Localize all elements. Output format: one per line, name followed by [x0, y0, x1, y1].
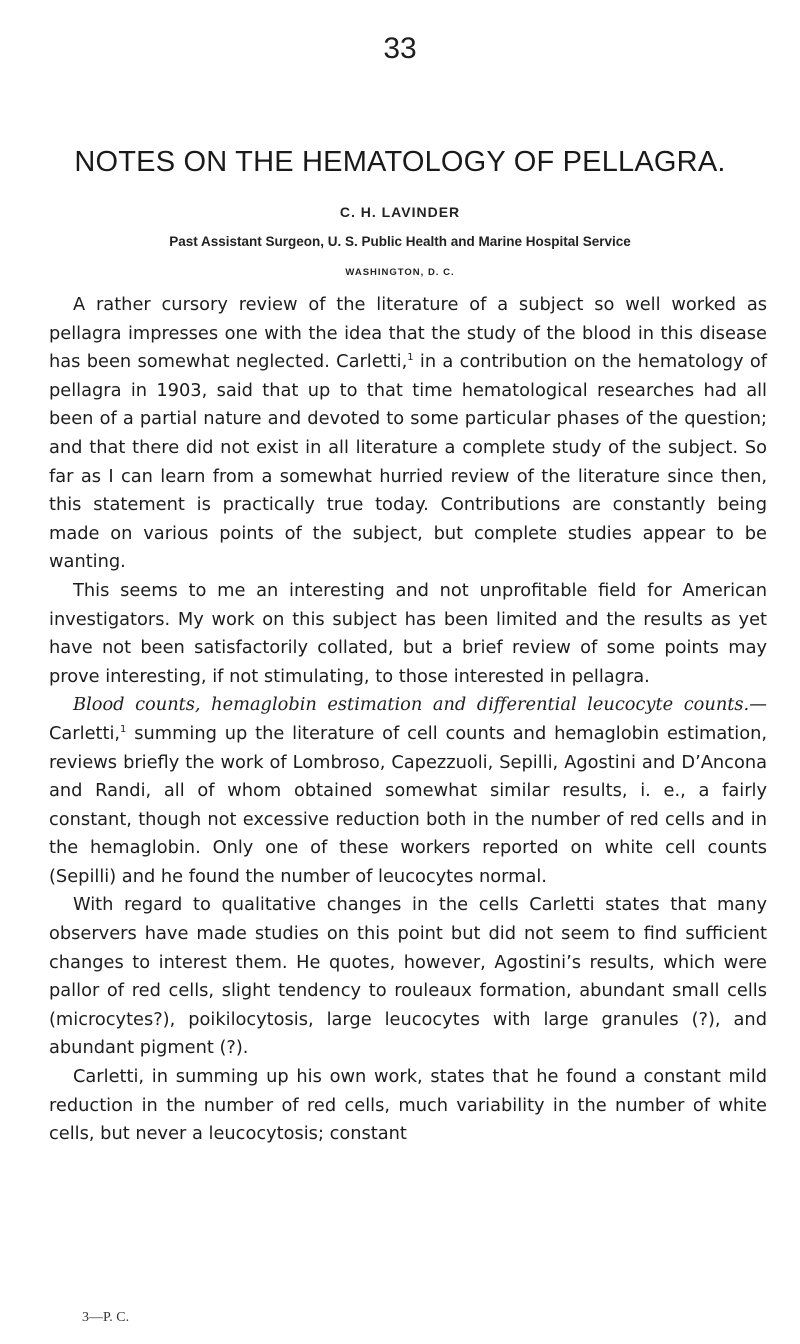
- paragraph-5: Carletti, in summing up his own work, states that he found a constant mild reduction in the number of red cells, much variability in the number of white cells, but never a leucocytosis; constant: [49, 1066, 767, 1145]
- paragraph-3: [49, 691, 767, 891]
- paragraph-1: [49, 291, 767, 577]
- signature-mark: 3—P. C.: [82, 1310, 130, 1325]
- paragraph-1-text-b: in a contribution on the hematology of pellagra in 1903, said that up to that time hematological researches had all been of a partial nature and devoted to some particular phases of the question; and that there did not exist in all literature a complete study of the subject. So far as I can learn from a somewhat hurried review of the literature since then, this statement is practically true today. Contributions are constantly being made on various points of the subject, but complete studies appear to be wanting.: [49, 351, 767, 573]
- article-body: [49, 291, 767, 1149]
- author-affiliation: Past Assistant Surgeon, U. S. Public Health and Marine Hospital Service: [169, 234, 631, 249]
- paragraph-3-text-a: —Carletti,: [49, 694, 767, 744]
- author-name: C. H. LAVINDER: [339, 204, 461, 220]
- footnote-mark: 1: [407, 352, 414, 364]
- author-location: WASHINGTON, D. C.: [345, 267, 455, 278]
- paragraph-3-text-b: summing up the literature of cell counts and hemaglobin estimation, reviews briefly the work of Lombroso, Capezzuoli, Sepilli, Agostini and D’Ancona and Randi, all of whom obtained somewhat similar results, i. e., a fairly constant, though not excessive reduction both in the number of red cells and in the hemaglobin. Only one of these workers reported on white cell counts (Sepilli) and he found the number of leucocytes normal.: [49, 722, 767, 887]
- article-title: NOTES ON THE HEMATOLOGY OF PELLAGRA.: [74, 146, 726, 178]
- paragraph-1-text-a: A rather cursory review of the literature of a subject so well worked as pellagra impresses one with the idea that the study of the blood in this disease has been somewhat neglected. Carletti,: [49, 294, 767, 373]
- paragraph-2: This seems to me an interesting and not unprofitable field for American investigators. My work on this subject has been limited and the results as yet have not been satisfactorily collated, but a brief review of some points may prove interesting, if not stimulating, to those interested in pellagra.: [49, 579, 767, 687]
- footnote-mark: 1: [120, 723, 127, 735]
- page-number: 33: [383, 32, 417, 65]
- paragraph-4: With regard to qualitative changes in the cells Carletti states that many observers have made studies on this point but did not seem to find sufficient changes to interest them. He quotes, however, Agostini’s results, which were pallor of red cells, slight tendency to rouleaux formation, abundant small cells (microcytes?), poikilocytosis, large leucocytes with large granules (?), and abundant pigment (?).: [49, 894, 767, 1059]
- section-heading: Blood counts, hemaglobin estimation and differential leucocyte counts.: [73, 694, 750, 716]
